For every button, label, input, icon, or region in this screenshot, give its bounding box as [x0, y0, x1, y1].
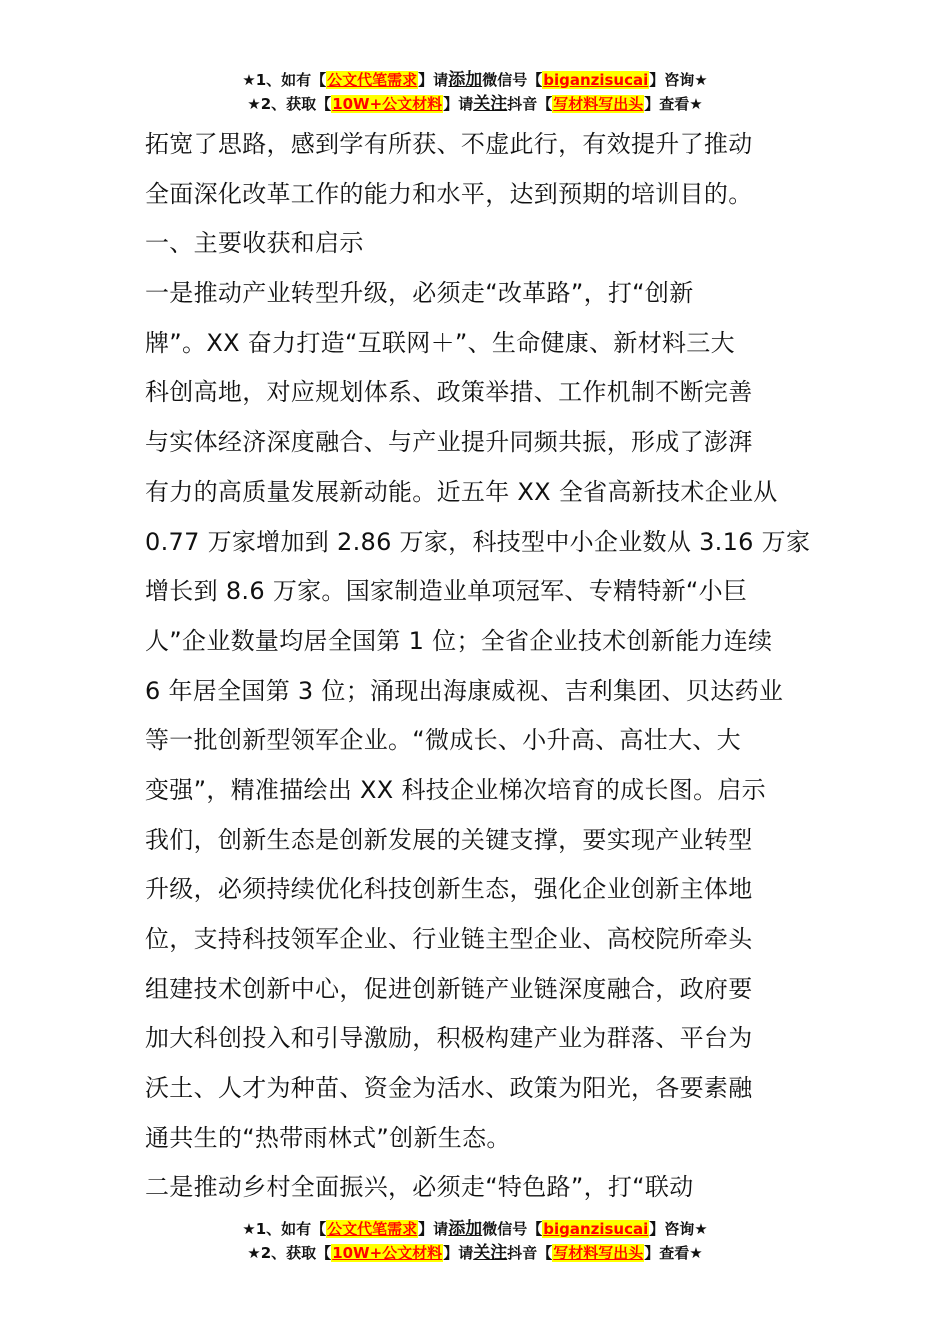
text: ★2、获取【	[247, 1244, 332, 1262]
text-line: 6 年居全国第 3 位；涌现出海康威视、吉利集团、贝达药业	[145, 676, 784, 705]
text-line: 加大科创投入和引导激励，积极构建产业为群落、平台为	[145, 1024, 753, 1053]
text-line: 牌”。XX 奋力打造“互联网＋”、生命健康、新材料三大	[145, 328, 735, 357]
promo-banner-top	[0, 68, 950, 116]
text-line: 一、主要收获和启示	[145, 229, 364, 258]
text-line: 增长到 8.6 万家。国家制造业单项冠军、专精特新“小巨	[145, 577, 748, 606]
promo-banner-bottom	[0, 1217, 950, 1265]
text-line: 全面深化改革工作的能力和水平，达到预期的培训目的。	[145, 179, 753, 208]
text: 微信号【	[482, 1220, 543, 1238]
text: 】咨询★	[649, 1220, 708, 1238]
text: ★1、如有【	[242, 71, 327, 89]
text-line: 有力的高质量发展新动能。近五年 XX 全省高新技术企业从	[145, 477, 778, 506]
text-line: 二是推动乡村全面振兴，必须走“特色路”，打“联动	[145, 1173, 694, 1202]
text-line: 位，支持科技领军企业、行业链主型企业、高校院所牵头	[145, 925, 753, 953]
highlight: 公文代笔需求	[327, 1220, 418, 1238]
text: 】查看★	[644, 1244, 703, 1262]
text-line: 我们，创新生态是创新发展的关键支撑，要实现产业转型	[145, 825, 753, 854]
text-line: 变强”，精准描绘出 XX 科技企业梯次培育的成长图。启示	[145, 775, 766, 804]
highlight: biganzisucai	[543, 1220, 649, 1238]
text-line: 升级，必须持续优化科技创新生态，强化企业创新主体地	[145, 875, 753, 904]
text-line: 人”企业数量均居全国第 1 位；全省企业技术创新能力连续	[145, 626, 773, 655]
highlight: 写材料写出头	[553, 1244, 644, 1262]
text-line: 0.77 万家增加到 2.86 万家，科技型中小企业数从 3.16 万家	[145, 527, 811, 556]
text-line: 与实体经济深度融合、与产业提升同频共振，形成了澎湃	[145, 428, 753, 457]
document-body	[145, 120, 825, 1213]
text-line: 一是推动产业转型升级，必须走“改革路”，打“创新	[145, 279, 694, 308]
emphasis: 关注	[473, 94, 508, 114]
highlight: biganzisucai	[543, 71, 649, 89]
highlight: 公文代笔需求	[327, 71, 418, 89]
highlight: 写材料写出头	[553, 95, 644, 113]
text-line: 通共生的“热带雨林式”创新生态。	[145, 1123, 511, 1152]
text: 】请	[418, 1220, 449, 1238]
text: 】请	[443, 1244, 474, 1262]
text: 】请	[443, 95, 474, 113]
highlight: 10W+公文材料	[332, 95, 443, 113]
text-line: 拓宽了思路，感到学有所获、不虚此行，有效提升了推动	[145, 130, 753, 158]
promo-line-2	[0, 1241, 950, 1265]
text-line: 等一批创新型领军企业。“微成长、小升高、高壮大、大	[145, 726, 741, 755]
text: 微信号【	[482, 71, 543, 89]
text-line: 组建技术创新中心，促进创新链产业链深度融合，政府要	[145, 974, 753, 1003]
text: ★1、如有【	[242, 1220, 327, 1238]
promo-line-1	[0, 1217, 950, 1241]
text-line: 沃土、人才为种苗、资金为活水、政策为阳光，各要素融	[145, 1074, 753, 1103]
text: 抖音【	[507, 1244, 553, 1262]
text: 】查看★	[644, 95, 703, 113]
highlight: 10W+公文材料	[332, 1244, 443, 1262]
promo-line-2	[0, 92, 950, 116]
text: ★2、获取【	[247, 95, 332, 113]
text: 抖音【	[507, 95, 553, 113]
promo-line-1	[0, 68, 950, 92]
emphasis: 添加	[448, 70, 483, 90]
emphasis: 关注	[473, 1243, 508, 1263]
text: 】请	[418, 71, 449, 89]
text: 】咨询★	[649, 71, 708, 89]
text-line: 科创高地，对应规划体系、政策举措、工作机制不断完善	[145, 378, 753, 407]
emphasis: 添加	[448, 1219, 483, 1239]
